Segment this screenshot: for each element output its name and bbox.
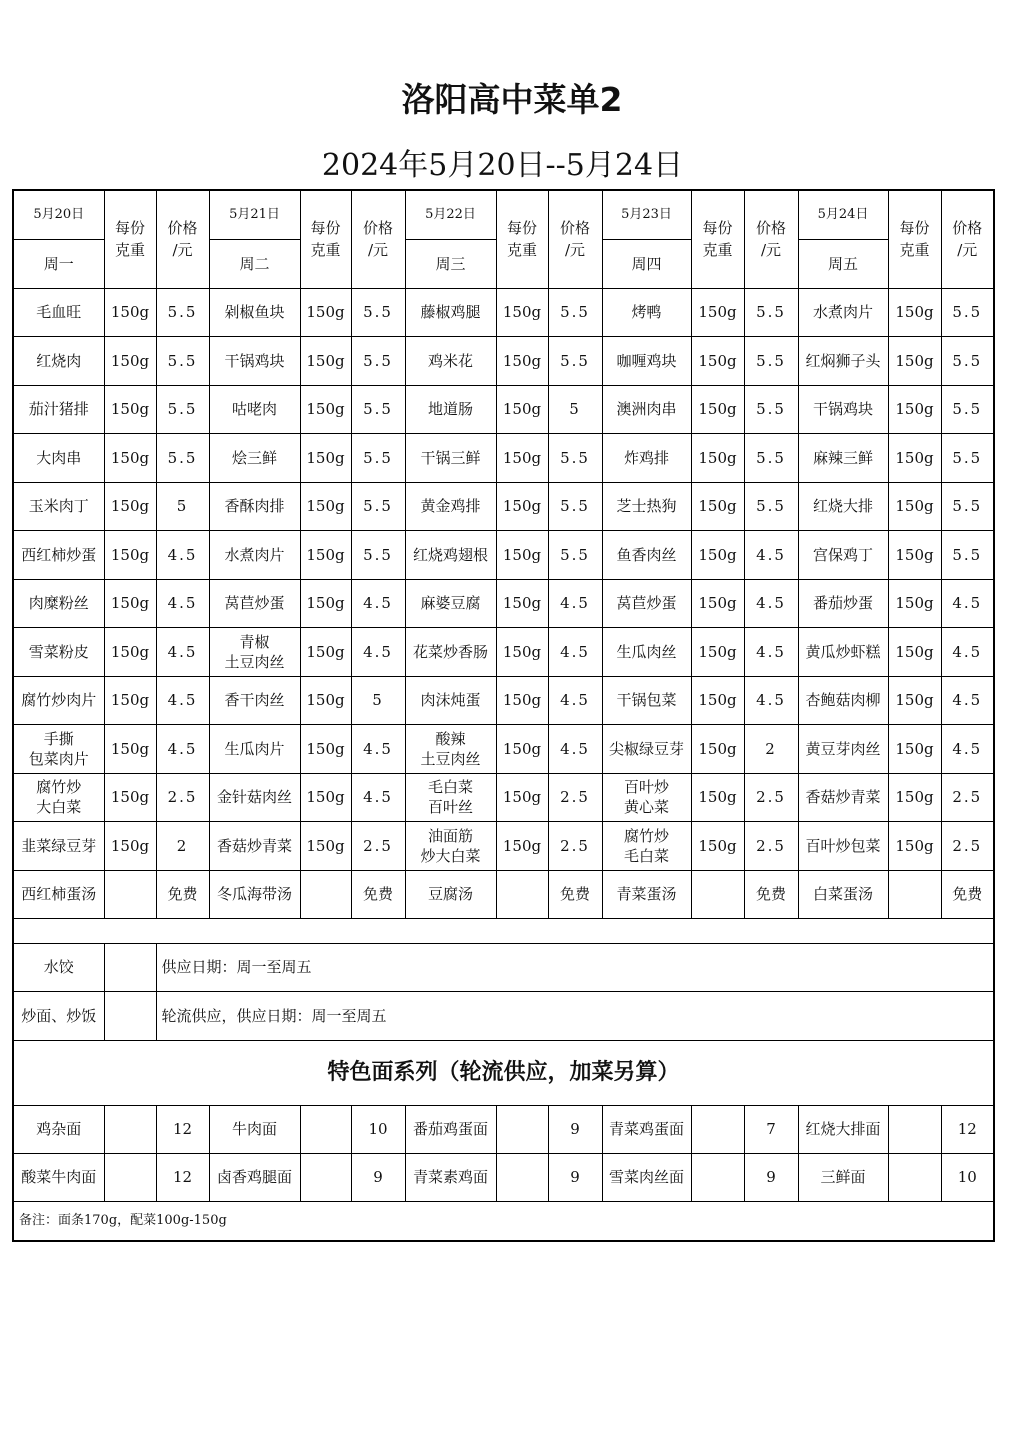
dish-name-cell: 红焖狮子头 — [798, 337, 888, 386]
menu-table — [12, 189, 995, 1242]
dish-price-cell: 4.5 — [156, 628, 209, 677]
dish-name-cell: 香菇炒青菜 — [209, 822, 300, 871]
noodle-name-cell: 酸菜牛肉面 — [13, 1153, 104, 1201]
empty-cell — [888, 1105, 941, 1153]
soup-price-cell: 免费 — [351, 870, 405, 919]
noodle-price-cell: 9 — [744, 1153, 798, 1201]
empty-cell — [104, 991, 156, 1040]
dish-weight-cell: 150g — [888, 288, 941, 337]
dish-weight-cell: 150g — [300, 385, 351, 434]
dish-price-cell: 5 — [156, 482, 209, 531]
dish-name-cell: 花菜炒香肠 — [405, 628, 496, 677]
dish-weight-cell: 150g — [691, 628, 744, 677]
empty-cell — [691, 1153, 744, 1201]
dish-name-cell: 地道肠 — [405, 385, 496, 434]
dish-price-cell: 5.5 — [351, 337, 405, 386]
dish-name-cell: 莴苣炒蛋 — [602, 579, 691, 628]
dish-weight-cell: 150g — [691, 579, 744, 628]
empty-cell — [496, 1153, 548, 1201]
noodle-price-cell: 9 — [548, 1105, 602, 1153]
dish-name-cell: 油面筋 炒大白菜 — [405, 822, 496, 871]
noodle-price-cell: 7 — [744, 1105, 798, 1153]
dish-price-cell: 2.5 — [548, 773, 602, 822]
dish-weight-cell: 150g — [300, 822, 351, 871]
dish-weight-cell: 150g — [691, 531, 744, 580]
dish-weight-cell: 150g — [888, 628, 941, 677]
dish-price-cell: 5.5 — [744, 385, 798, 434]
date-header-cell: 5月23日 — [602, 190, 691, 239]
dish-price-cell: 4.5 — [744, 676, 798, 725]
soup-weight-cell — [300, 870, 351, 919]
dish-price-cell: 4.5 — [351, 773, 405, 822]
weight-header-cell: 每份 克重 — [104, 190, 156, 288]
dish-price-cell: 5 — [548, 385, 602, 434]
dish-weight-cell: 150g — [104, 628, 156, 677]
weekday-header-cell: 周二 — [209, 239, 300, 288]
dish-weight-cell: 150g — [300, 628, 351, 677]
dish-name-cell: 烩三鲜 — [209, 434, 300, 483]
date-header-cell: 5月24日 — [798, 190, 888, 239]
dish-price-cell: 5.5 — [744, 434, 798, 483]
dish-row — [13, 531, 994, 580]
dish-weight-cell: 150g — [691, 822, 744, 871]
dish-weight-cell: 150g — [104, 579, 156, 628]
dish-name-cell: 腐竹炒肉片 — [13, 676, 104, 725]
dish-name-cell: 青椒 土豆肉丝 — [209, 628, 300, 677]
extra-row — [13, 991, 994, 1040]
weekday-header-cell: 周五 — [798, 239, 888, 288]
dish-weight-cell: 150g — [300, 288, 351, 337]
dish-weight-cell: 150g — [300, 337, 351, 386]
weight-header-cell: 每份 克重 — [300, 190, 351, 288]
weight-header-cell: 每份 克重 — [496, 190, 548, 288]
dish-price-cell: 4.5 — [941, 628, 994, 677]
dish-price-cell: 4.5 — [941, 579, 994, 628]
soup-name-cell: 青菜蛋汤 — [602, 870, 691, 919]
dish-price-cell: 4.5 — [941, 676, 994, 725]
dish-name-cell: 红烧大排 — [798, 482, 888, 531]
dish-price-cell: 4.5 — [156, 579, 209, 628]
dish-name-cell: 水煮肉片 — [798, 288, 888, 337]
dish-price-cell: 4.5 — [351, 579, 405, 628]
extra-note-cell: 供应日期：周一至周五 — [156, 943, 994, 991]
dish-price-cell: 5.5 — [548, 337, 602, 386]
noodle-name-cell: 番茄鸡蛋面 — [405, 1105, 496, 1153]
price-header-cell: 价格 /元 — [941, 190, 994, 288]
dish-price-cell: 4.5 — [548, 628, 602, 677]
dish-name-cell: 百叶炒包菜 — [798, 822, 888, 871]
dish-weight-cell: 150g — [104, 434, 156, 483]
dish-row — [13, 482, 994, 531]
dish-price-cell: 4.5 — [744, 531, 798, 580]
header-row-dates — [13, 190, 994, 239]
soup-name-cell: 西红柿蛋汤 — [13, 870, 104, 919]
soup-price-cell: 免费 — [156, 870, 209, 919]
weight-header-cell: 每份 克重 — [691, 190, 744, 288]
dish-weight-cell: 150g — [104, 482, 156, 531]
dish-weight-cell: 150g — [691, 725, 744, 774]
dish-price-cell: 5.5 — [156, 337, 209, 386]
soup-price-cell: 免费 — [744, 870, 798, 919]
dish-name-cell: 毛白菜 百叶丝 — [405, 773, 496, 822]
dish-weight-cell: 150g — [888, 531, 941, 580]
dish-name-cell: 生瓜肉片 — [209, 725, 300, 774]
dish-weight-cell: 150g — [888, 725, 941, 774]
special-noodles-title-row — [13, 1040, 994, 1105]
empty-cell — [104, 1105, 156, 1153]
soup-weight-cell — [496, 870, 548, 919]
price-header-cell: 价格 /元 — [744, 190, 798, 288]
soup-weight-cell — [691, 870, 744, 919]
dish-price-cell: 5.5 — [941, 531, 994, 580]
dish-name-cell: 红烧鸡翅根 — [405, 531, 496, 580]
dish-price-cell: 5.5 — [941, 434, 994, 483]
price-header-cell: 价格 /元 — [156, 190, 209, 288]
dish-name-cell: 咖喱鸡块 — [602, 337, 691, 386]
dish-weight-cell: 150g — [300, 676, 351, 725]
dish-name-cell: 手撕 包菜肉片 — [13, 725, 104, 774]
dish-row — [13, 579, 994, 628]
dish-weight-cell: 150g — [300, 482, 351, 531]
page-title: 洛阳高中菜单2 — [401, 80, 623, 119]
empty-cell — [888, 1153, 941, 1201]
dish-name-cell: 肉糜粉丝 — [13, 579, 104, 628]
extra-row — [13, 943, 994, 991]
dish-name-cell: 澳洲肉串 — [602, 385, 691, 434]
dish-name-cell: 黄瓜炒虾糕 — [798, 628, 888, 677]
dish-price-cell: 5.5 — [744, 288, 798, 337]
dish-price-cell: 4.5 — [548, 579, 602, 628]
dish-name-cell: 咕咾肉 — [209, 385, 300, 434]
dish-name-cell: 炸鸡排 — [602, 434, 691, 483]
noodle-price-cell: 10 — [941, 1153, 994, 1201]
date-range-subtitle: 2024年5月20日--5月24日 — [321, 148, 684, 183]
empty-cell — [496, 1105, 548, 1153]
noodle-name-cell: 鸡杂面 — [13, 1105, 104, 1153]
dish-weight-cell: 150g — [496, 385, 548, 434]
dish-price-cell: 4.5 — [351, 628, 405, 677]
dish-weight-cell: 150g — [888, 385, 941, 434]
dish-price-cell: 2.5 — [941, 773, 994, 822]
dish-name-cell: 西红柿炒蛋 — [13, 531, 104, 580]
noodle-price-cell: 12 — [156, 1153, 209, 1201]
dish-price-cell: 5.5 — [941, 385, 994, 434]
soup-weight-cell — [888, 870, 941, 919]
dish-price-cell: 5.5 — [351, 482, 405, 531]
dish-price-cell: 5.5 — [156, 288, 209, 337]
dish-name-cell: 番茄炒蛋 — [798, 579, 888, 628]
dish-name-cell: 大肉串 — [13, 434, 104, 483]
noodle-name-cell: 三鲜面 — [798, 1153, 888, 1201]
soup-name-cell: 豆腐汤 — [405, 870, 496, 919]
extra-name-cell: 炒面、炒饭 — [13, 991, 104, 1040]
empty-cell — [691, 1105, 744, 1153]
dish-weight-cell: 150g — [691, 676, 744, 725]
dish-price-cell: 5.5 — [351, 531, 405, 580]
dish-price-cell: 2.5 — [548, 822, 602, 871]
extra-name-cell: 水饺 — [13, 943, 104, 991]
dish-row — [13, 337, 994, 386]
dish-name-cell: 尖椒绿豆芽 — [602, 725, 691, 774]
dish-price-cell: 4.5 — [744, 579, 798, 628]
dish-weight-cell: 150g — [888, 579, 941, 628]
dish-name-cell: 生瓜肉丝 — [602, 628, 691, 677]
dish-weight-cell: 150g — [496, 579, 548, 628]
noodle-price-cell: 10 — [351, 1105, 405, 1153]
dish-weight-cell: 150g — [300, 531, 351, 580]
dish-row — [13, 434, 994, 483]
dish-name-cell: 酸辣 土豆肉丝 — [405, 725, 496, 774]
weight-header-cell: 每份 克重 — [888, 190, 941, 288]
dish-price-cell: 5.5 — [548, 434, 602, 483]
dish-price-cell: 4.5 — [548, 725, 602, 774]
soup-price-cell: 免费 — [548, 870, 602, 919]
soup-name-cell: 冬瓜海带汤 — [209, 870, 300, 919]
dish-name-cell: 金针菇肉丝 — [209, 773, 300, 822]
dish-name-cell: 麻婆豆腐 — [405, 579, 496, 628]
soup-name-cell: 白菜蛋汤 — [798, 870, 888, 919]
noodle-name-cell: 雪菜肉丝面 — [602, 1153, 691, 1201]
dish-name-cell: 麻辣三鲜 — [798, 434, 888, 483]
dish-name-cell: 莴苣炒蛋 — [209, 579, 300, 628]
dish-weight-cell: 150g — [691, 337, 744, 386]
dish-name-cell: 香干肉丝 — [209, 676, 300, 725]
dish-weight-cell: 150g — [888, 676, 941, 725]
extra-note-cell: 轮流供应，供应日期：周一至周五 — [156, 991, 994, 1040]
dish-weight-cell: 150g — [496, 725, 548, 774]
dish-price-cell: 5.5 — [351, 288, 405, 337]
dish-price-cell: 5 — [351, 676, 405, 725]
dish-price-cell: 5.5 — [941, 337, 994, 386]
dish-name-cell: 鸡米花 — [405, 337, 496, 386]
dish-weight-cell: 150g — [104, 288, 156, 337]
dish-weight-cell: 150g — [496, 773, 548, 822]
dish-weight-cell: 150g — [496, 628, 548, 677]
dish-price-cell: 4.5 — [351, 725, 405, 774]
dish-price-cell: 5.5 — [351, 385, 405, 434]
dish-price-cell: 5.5 — [548, 288, 602, 337]
dish-name-cell: 腐竹炒 毛白菜 — [602, 822, 691, 871]
dish-weight-cell: 150g — [300, 773, 351, 822]
dish-price-cell: 4.5 — [156, 531, 209, 580]
dish-row — [13, 773, 994, 822]
dish-price-cell: 2.5 — [351, 822, 405, 871]
empty-cell — [300, 1153, 351, 1201]
noodle-name-cell: 牛肉面 — [209, 1105, 300, 1153]
dish-weight-cell: 150g — [104, 531, 156, 580]
dish-weight-cell: 150g — [496, 288, 548, 337]
dish-weight-cell: 150g — [888, 773, 941, 822]
dish-weight-cell: 150g — [300, 725, 351, 774]
dish-weight-cell: 150g — [888, 434, 941, 483]
dish-price-cell: 4.5 — [156, 725, 209, 774]
dish-name-cell: 雪菜粉皮 — [13, 628, 104, 677]
dish-weight-cell: 150g — [496, 822, 548, 871]
dish-name-cell: 毛血旺 — [13, 288, 104, 337]
dish-name-cell: 肉沫炖蛋 — [405, 676, 496, 725]
date-header-cell: 5月20日 — [13, 190, 104, 239]
dish-weight-cell: 150g — [691, 773, 744, 822]
dish-weight-cell: 150g — [104, 676, 156, 725]
dish-weight-cell: 150g — [691, 482, 744, 531]
noodle-name-cell: 青菜鸡蛋面 — [602, 1105, 691, 1153]
dish-weight-cell: 150g — [691, 434, 744, 483]
noodle-row — [13, 1153, 994, 1201]
dish-name-cell: 烤鸭 — [602, 288, 691, 337]
dish-price-cell: 5.5 — [548, 531, 602, 580]
dish-row — [13, 288, 994, 337]
dish-row — [13, 822, 994, 871]
dish-price-cell: 5.5 — [548, 482, 602, 531]
dish-price-cell: 2 — [744, 725, 798, 774]
dish-weight-cell: 150g — [496, 676, 548, 725]
dish-row — [13, 676, 994, 725]
dish-weight-cell: 150g — [104, 725, 156, 774]
dish-name-cell: 腐竹炒 大白菜 — [13, 773, 104, 822]
dish-price-cell: 5.5 — [351, 434, 405, 483]
dish-weight-cell: 150g — [888, 482, 941, 531]
dish-weight-cell: 150g — [104, 337, 156, 386]
dish-name-cell: 茄汁猪排 — [13, 385, 104, 434]
dish-price-cell: 5.5 — [156, 434, 209, 483]
dish-price-cell: 4.5 — [941, 725, 994, 774]
weekday-header-cell: 周四 — [602, 239, 691, 288]
dish-name-cell: 百叶炒 黄心菜 — [602, 773, 691, 822]
remark-row — [13, 1201, 994, 1241]
dish-weight-cell: 150g — [888, 337, 941, 386]
noodle-price-cell: 12 — [156, 1105, 209, 1153]
price-header-cell: 价格 /元 — [351, 190, 405, 288]
dish-price-cell: 5.5 — [156, 385, 209, 434]
dish-name-cell: 干锅鸡块 — [209, 337, 300, 386]
dish-name-cell: 香菇炒青菜 — [798, 773, 888, 822]
dish-weight-cell: 150g — [300, 434, 351, 483]
dish-name-cell: 芝士热狗 — [602, 482, 691, 531]
dish-row — [13, 628, 994, 677]
date-header-cell: 5月22日 — [405, 190, 496, 239]
date-header-cell: 5月21日 — [209, 190, 300, 239]
noodle-price-cell: 9 — [351, 1153, 405, 1201]
dish-weight-cell: 150g — [691, 385, 744, 434]
dish-name-cell: 杏鲍菇肉柳 — [798, 676, 888, 725]
dish-name-cell: 黄金鸡排 — [405, 482, 496, 531]
dish-price-cell: 4.5 — [548, 676, 602, 725]
dish-price-cell: 4.5 — [744, 628, 798, 677]
dish-name-cell: 鱼香肉丝 — [602, 531, 691, 580]
dish-price-cell: 4.5 — [156, 676, 209, 725]
dish-row — [13, 725, 994, 774]
dish-weight-cell: 150g — [888, 822, 941, 871]
dish-name-cell: 水煮肉片 — [209, 531, 300, 580]
soup-price-cell: 免费 — [941, 870, 994, 919]
dish-name-cell: 干锅三鲜 — [405, 434, 496, 483]
soup-weight-cell — [104, 870, 156, 919]
dish-price-cell: 2.5 — [744, 822, 798, 871]
dish-name-cell: 红烧肉 — [13, 337, 104, 386]
dish-name-cell: 干锅鸡块 — [798, 385, 888, 434]
dish-price-cell: 5.5 — [941, 288, 994, 337]
noodle-name-cell: 卤香鸡腿面 — [209, 1153, 300, 1201]
dish-name-cell: 玉米肉丁 — [13, 482, 104, 531]
dish-weight-cell: 150g — [496, 434, 548, 483]
dish-price-cell: 2.5 — [744, 773, 798, 822]
weekday-header-cell: 周三 — [405, 239, 496, 288]
dish-price-cell: 2.5 — [156, 773, 209, 822]
dish-name-cell: 藤椒鸡腿 — [405, 288, 496, 337]
dish-weight-cell: 150g — [496, 531, 548, 580]
soup-row — [13, 870, 994, 919]
dish-price-cell: 2 — [156, 822, 209, 871]
dish-weight-cell: 150g — [300, 579, 351, 628]
dish-weight-cell: 150g — [691, 288, 744, 337]
dish-price-cell: 2.5 — [941, 822, 994, 871]
dish-name-cell: 黄豆芽肉丝 — [798, 725, 888, 774]
dish-price-cell: 5.5 — [941, 482, 994, 531]
special-noodles-title: 特色面系列（轮流供应，加菜另算） — [13, 1040, 994, 1105]
noodle-price-cell: 9 — [548, 1153, 602, 1201]
dish-weight-cell: 150g — [496, 482, 548, 531]
dish-row — [13, 385, 994, 434]
remark-note: 备注：面条170g，配菜100g-150g — [13, 1201, 994, 1241]
noodle-name-cell: 青菜素鸡面 — [405, 1153, 496, 1201]
dish-weight-cell: 150g — [104, 385, 156, 434]
price-header-cell: 价格 /元 — [548, 190, 602, 288]
weekday-header-cell: 周一 — [13, 239, 104, 288]
dish-weight-cell: 150g — [104, 822, 156, 871]
empty-cell — [300, 1105, 351, 1153]
dish-price-cell: 5.5 — [744, 337, 798, 386]
dish-name-cell: 剁椒鱼块 — [209, 288, 300, 337]
noodle-row — [13, 1105, 994, 1153]
spacer-cell — [13, 919, 994, 944]
noodle-price-cell: 12 — [941, 1105, 994, 1153]
dish-name-cell: 宫保鸡丁 — [798, 531, 888, 580]
empty-cell — [104, 1153, 156, 1201]
noodle-name-cell: 红烧大排面 — [798, 1105, 888, 1153]
spacer-row — [13, 919, 994, 944]
dish-weight-cell: 150g — [496, 337, 548, 386]
dish-name-cell: 香酥肉排 — [209, 482, 300, 531]
dish-weight-cell: 150g — [104, 773, 156, 822]
dish-price-cell: 5.5 — [744, 482, 798, 531]
dish-name-cell: 韭菜绿豆芽 — [13, 822, 104, 871]
empty-cell — [104, 943, 156, 991]
menu-table-body — [13, 190, 994, 1241]
dish-name-cell: 干锅包菜 — [602, 676, 691, 725]
